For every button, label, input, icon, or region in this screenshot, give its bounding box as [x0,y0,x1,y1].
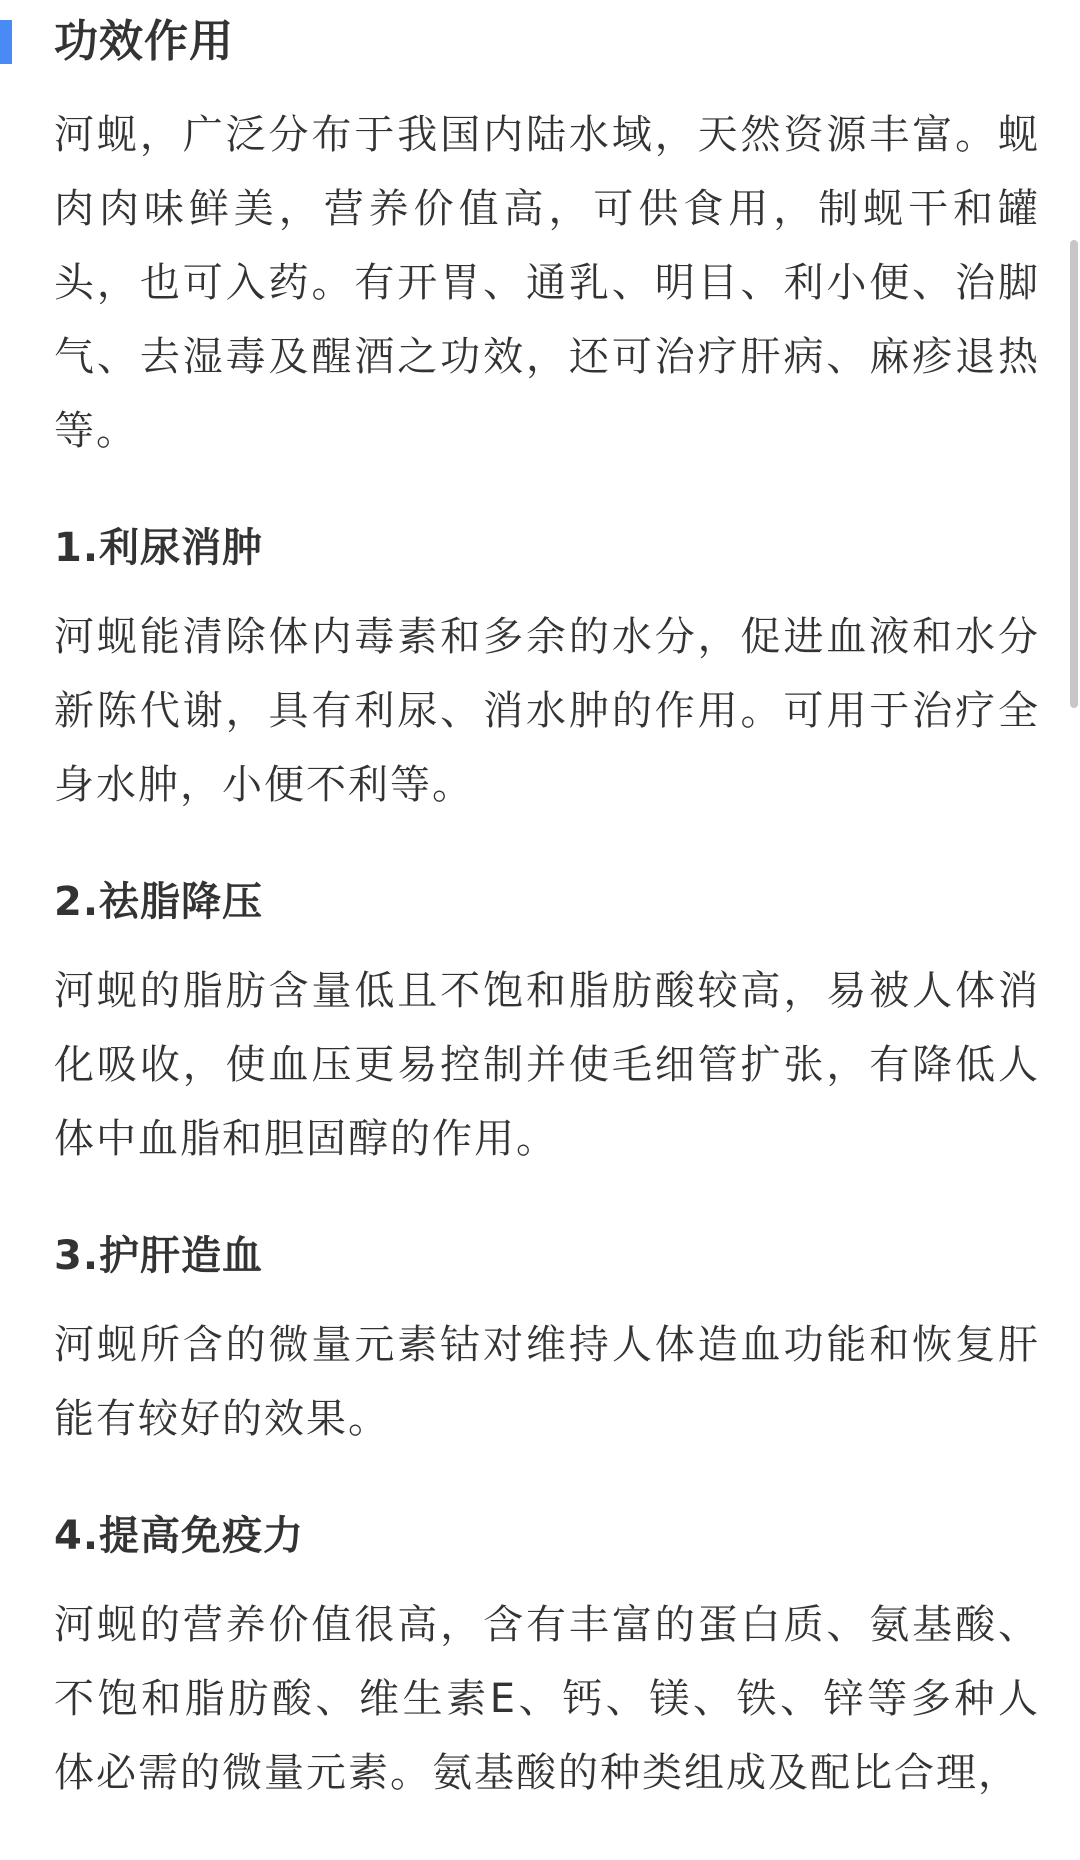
subsection-title-2: 2.祛脂降压 [54,879,264,925]
intro-paragraph: 河蚬，广泛分布于我国内陆水域，天然资源丰富。蚬肉肉味鲜美，营养价值高，可供食用，制蚬干和罐头，也可入药。有开胃、通乳、明目、利小便、治脚气、去湿毒及醒酒之功效，还可治疗肝病、麻疹退热等。 [54,112,1040,454]
subsection-title-4: 4.提高免疫力 [54,1513,305,1559]
subsection-text-4: 河蚬的营养价值很高，含有丰富的蛋白质、氨基酸、不饱和脂肪酸、维生素E、钙、镁、铁、锌等多种人体必需的微量元素。氨基酸的种类组成及配比合理， [54,1602,1040,1796]
article-content [54,98,1040,1860]
subsection-title-3: 3.护肝造血 [54,1233,264,1279]
section-header [0,0,1080,90]
section-accent-bar [0,20,12,64]
subsection-title-1: 1.利尿消肿 [54,525,264,571]
section-title: 功效作用 [54,16,234,67]
subsection-text-2: 河蚬的脂肪含量低且不饱和脂肪酸较高，易被人体消化吸收，使血压更易控制并使毛细管扩张，有降低人体中血脂和胆固醇的作用。 [54,968,1040,1162]
subsection-text-3: 河蚬所含的微量元素钴对维持人体造血功能和恢复肝能有较好的效果。 [54,1322,1040,1442]
scrollbar[interactable] [1070,240,1078,708]
subsection-text-1: 河蚬能清除体内毒素和多余的水分，促进血液和水分新陈代谢，具有利尿、消水肿的作用。可用于治疗全身水肿，小便不利等。 [54,614,1040,808]
